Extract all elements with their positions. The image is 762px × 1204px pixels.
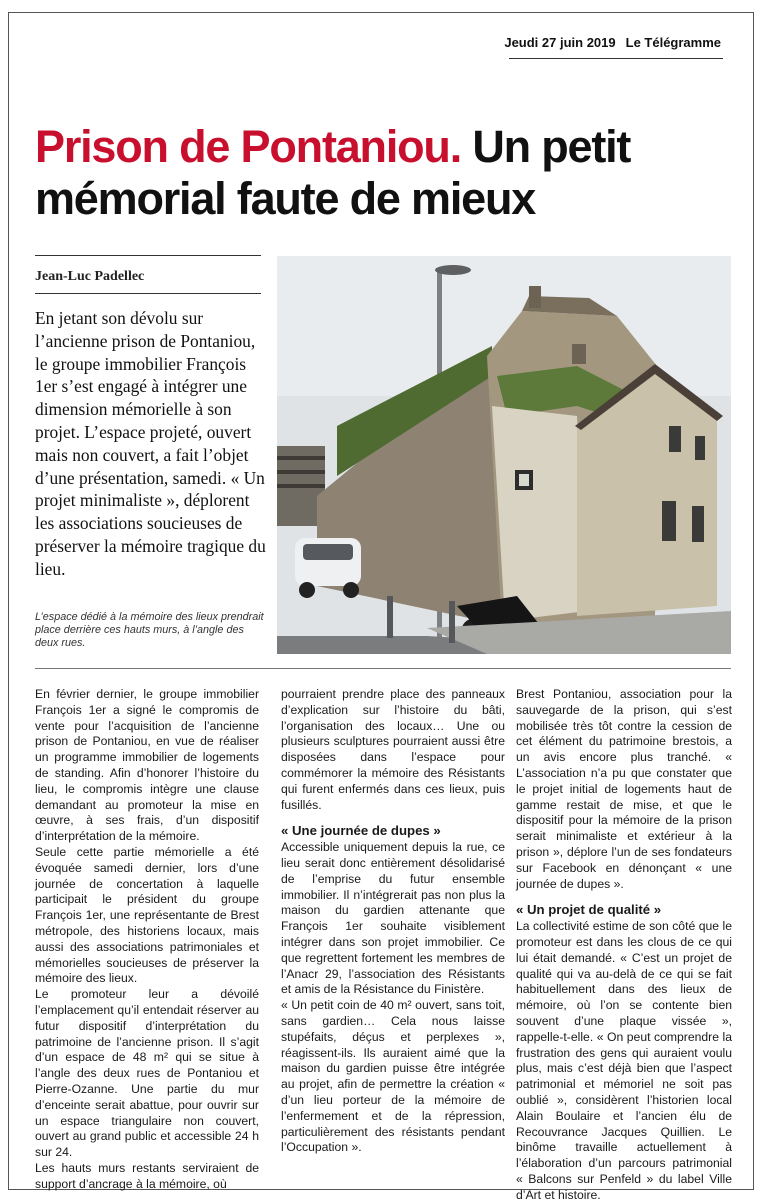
article-column-3 <box>516 687 732 1204</box>
paragraph: Les hauts murs restants serviraient de support d’ancrage à la mémoire, où <box>35 1160 259 1191</box>
prison-photo <box>277 256 731 654</box>
body-rule <box>35 668 731 669</box>
paragraph: Seule cette partie mémorielle a été évoquée samedi dernier, lors d’une journée de concertation à laquelle participait le président du groupe François 1er, une représentante de Brest métropole, des historiens locaux, mais aussi des associations patrimoniales et mémorielles soucieuses de préserver la mémoire des lieux. <box>35 844 259 986</box>
paragraph: Le promoteur leur a dévoilé l’emplacement qu’il entendait réserver au futur dispositif d’interprétation du patrimoine de l’ancienne prison. Il s’agit d’un espace de 48 m² qui se situe à l’angle des deux rues de Pontaniou et Pierre-Ozanne. Une partie du mur d’enceinte serait abattue, pour ouvrir sur un espace triangulaire non couvert, ouvert au grand public et accessible 24 h sur 24. <box>35 987 259 1160</box>
byline: Jean-Luc Padellec <box>35 269 145 284</box>
page-header <box>504 35 721 50</box>
prison-photo-illustration <box>277 256 731 654</box>
headline-rest: Un petit mémorial faute de mieux <box>35 121 631 224</box>
paragraph: pourraient prendre place des panneaux d’explication sur l’histoire du bâti, l’organisation des locaux… Une ou plusieurs sculptures pourraient aussi être disposées dans l’espace pour commémorer la mémoire des Résistants qui furent enfermés dans ces lieux, puis fusillés. <box>281 687 505 812</box>
article-column-2 <box>281 687 505 1156</box>
header-rule <box>509 58 723 59</box>
headline-lead: Prison de Pontaniou. <box>35 121 462 172</box>
paragraph: Brest Pontaniou, association pour la sauvegarde de la prison, qui s’est mobilisée très tôt contre la cession de cet élément du patrimoine brestois, a un avis encore plus tranché. « L’association n’a pu que constater que le projet initial de logements haut de gamme restait de mise, et que le dispositif pour la mémoire de la prison serait minimaliste et extérieur à la prison », déplore l’un de ses fondateurs sur Facebook en dénonçant « une journée de dupes ». <box>516 687 732 891</box>
newspaper-name: Le Télégramme <box>625 35 721 50</box>
article-column-1 <box>35 687 259 1193</box>
newspaper-page <box>8 12 754 1202</box>
paragraph: « Un petit coin de 40 m² ouvert, sans toit, sans gardien… Cela nous laisse stupéfaits, déçus et perplexes », réagissent-ils. Ils auraient aimé que la maison du gardien puisse être intégrée au projet, afin de permettre la création « d’un lieu porteur de la mémoire de l’enfermement et de la répression, particulièrement des résistants pendant l’Occupation ». <box>281 998 505 1155</box>
issue-date: Jeudi 27 juin 2019 <box>504 35 616 50</box>
byline-rule-bottom <box>35 293 261 294</box>
photo-caption: L’espace dédié à la mémoire des lieux prendrait place derrière ces hauts murs, à l’angle des deux rues. <box>35 611 264 650</box>
article-lead: En jetant son dévolu sur l’ancienne prison de Pontaniou, le groupe immobilier François 1er s’est engagé à intégrer une dimension mémorielle à son projet. L’espace projeté, ouvert mais non couvert, a fait l’objet d’une présentation, samedi. « Un projet minimaliste », déplorent les associations soucieuses de préserver la mémoire tragique du lieu. <box>35 308 266 579</box>
paragraph: La collectivité estime de son côté que le promoteur est dans les clous de ce qui lui était demandé. « C’est un projet de qualité qui va au-delà de ce qui se fait habituellement dans des lieux de mémoire, où l’on se contente bien souvent d’une plaque vissée », rappelle-t-elle. « On peut comprendre la frustration des gens qui auraient voulu plus, mais c’est déjà bien que l’aspect patrimonial et mémoriel ne soit pas oublié », considèrent l’historien local Alain Boulaire et l’ancien élu de Recouvrance Jacques Quillien. Le binôme travaille actuellement à l’élaboration d’un parcours patrimonial « Balcons sur Penfeld » du label Ville d’Art et histoire. <box>516 919 732 1202</box>
paragraph: En février dernier, le groupe immobilier François 1er a signé le compromis de vente pour l’acquisition de l’ancienne prison de Pontaniou, en vue de réaliser un programme immobilier de logements de standing. Afin d’honorer l’histoire du lieu, le compromis intègre une clause demandant au promoteur la mise en œuvre, à ses frais, d’un dispositif d’interprétation de la mémoire. <box>35 687 259 844</box>
subheading: « Un projet de qualité » <box>516 902 662 918</box>
subheading: « Une journée de dupes » <box>281 823 441 839</box>
byline-rule-top <box>35 255 261 256</box>
paragraph: Accessible uniquement depuis la rue, ce lieu serait donc entièrement désolidarisé de l’emprise du futur ensemble immobilier. Il n’intégrerait pas non plus la maison du gardien attenante que François 1er souhaite visiblement intégrer dans son projet immobilier. Ce que regrettent fortement les membres de l’Anacr 29, l’association des Résistants et amis de la Résistance du Finistère. <box>281 840 505 997</box>
headline <box>35 121 735 225</box>
